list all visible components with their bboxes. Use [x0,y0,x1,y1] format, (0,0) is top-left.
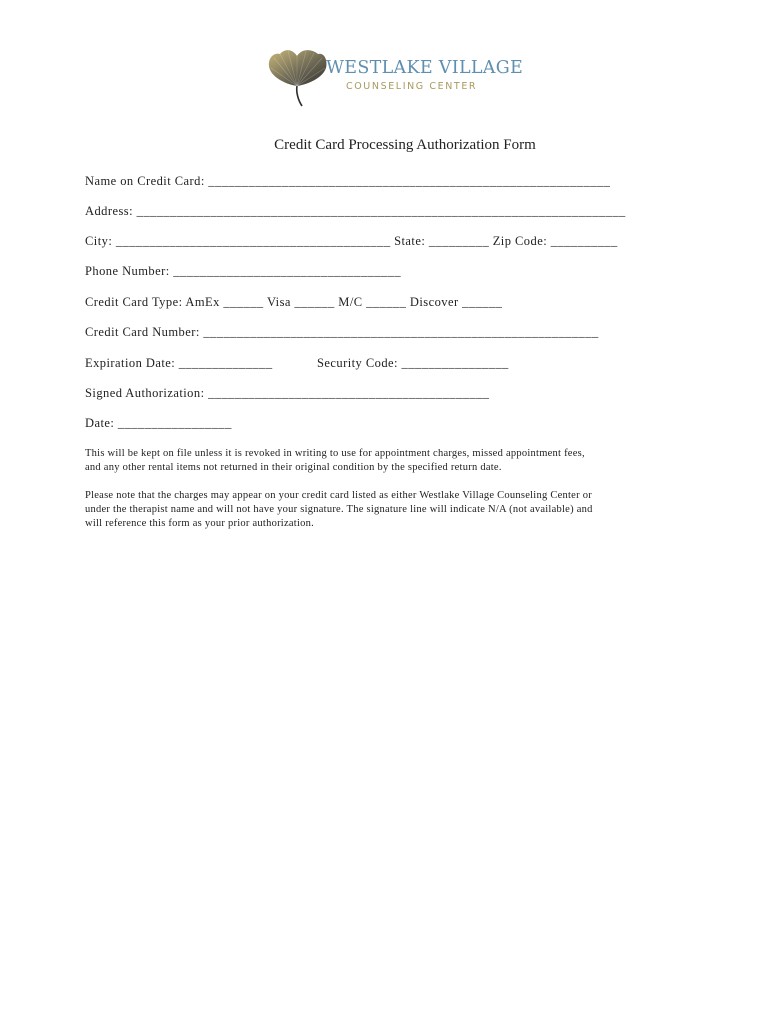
charges-note-line-2: under the therapist name and will not have your signature. The signature line will indicate N/A (not available) and [85,503,593,515]
charges-note-line-1: Please note that the charges may appear on your credit card listed as either Westlake Village Counseling Center or [85,490,592,501]
charges-note-line-3: will reference this form as your prior authorization. [85,517,315,529]
logo [266,46,526,110]
ginkgo-leaf-icon [266,46,330,110]
city-state-zip-field[interactable]: City: _________________________________________ State: _________ Zip Code: __________ [85,234,618,248]
name-on-card-field[interactable]: Name on Credit Card: ____________________________________________________________ [85,174,611,188]
address-field[interactable]: Address: _________________________________________________________________________ [85,204,626,218]
expiration-date-field[interactable]: Expiration Date: ______________ [85,356,273,370]
form-title: Credit Card Processing Authorization Form [274,137,536,153]
logo-subtitle: COUNSELING CENTER [346,81,478,92]
signed-authorization-field[interactable]: Signed Authorization: __________________________________________ [85,386,490,400]
card-number-field[interactable]: Credit Card Number: ___________________________________________________________ [85,325,599,339]
date-field[interactable]: Date: _________________ [85,416,232,430]
retention-line-1: This will be kept on file unless it is revoked in writing to use for appointment charges, missed appointment fees, [85,448,585,459]
phone-number-field[interactable]: Phone Number: __________________________________ [85,264,402,278]
logo-title: WESTLAKE VILLAGE [326,58,524,78]
card-type-field[interactable]: Credit Card Type: AmEx ______ Visa ______ M/C ______ Discover ______ [85,295,503,309]
charges-note-paragraph [85,489,735,530]
retention-line-2: and any other rental items not returned in their original condition by the specified return date. [85,461,502,473]
security-code-field[interactable]: Security Code: ________________ [317,356,509,370]
retention-paragraph [85,447,735,475]
